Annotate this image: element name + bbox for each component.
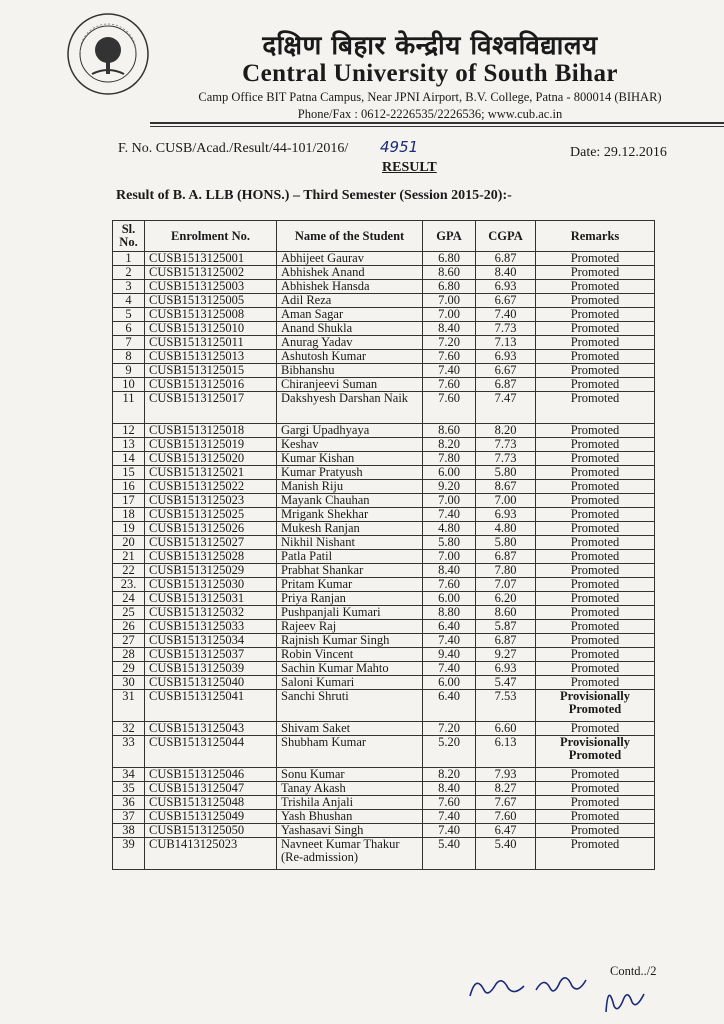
cell-name: Chiranjeevi Suman: [277, 378, 423, 392]
cell-remarks: Promoted: [536, 308, 655, 322]
cell-sl: 25: [113, 606, 145, 620]
cell-remarks: Promoted: [536, 494, 655, 508]
cell-gpa: 7.00: [423, 294, 476, 308]
english-university-title: Central University of South Bihar: [242, 60, 618, 87]
cell-cgpa: 6.93: [476, 350, 536, 364]
cell-remarks: Promoted: [536, 648, 655, 662]
cell-sl: 35: [113, 782, 145, 796]
cell-sl: 28: [113, 648, 145, 662]
cell-remarks: Promoted: [536, 676, 655, 690]
table-row: [113, 294, 655, 308]
cell-enrolment: CUSB1513125017: [145, 392, 277, 424]
col-header-sl: Sl. No.: [113, 221, 145, 252]
cell-sl: 38: [113, 824, 145, 838]
table-row: [113, 522, 655, 536]
table-row: [113, 606, 655, 620]
cell-name: Manish Riju: [277, 480, 423, 494]
cell-gpa: 8.20: [423, 438, 476, 452]
cell-enrolment: CUSB1513125034: [145, 634, 277, 648]
cell-gpa: 5.80: [423, 536, 476, 550]
cell-gpa: 7.60: [423, 796, 476, 810]
cell-remarks: Promoted: [536, 466, 655, 480]
cell-sl: 37: [113, 810, 145, 824]
cell-name: Adil Reza: [277, 294, 423, 308]
cell-gpa: 9.20: [423, 480, 476, 494]
table-row: [113, 810, 655, 824]
cell-sl: 10: [113, 378, 145, 392]
table-row: [113, 336, 655, 350]
table-row: [113, 564, 655, 578]
cell-cgpa: 7.40: [476, 308, 536, 322]
table-row: [113, 620, 655, 634]
table-row: [113, 592, 655, 606]
cell-name: Gargi Upadhyaya: [277, 424, 423, 438]
cell-sl: 32: [113, 722, 145, 736]
table-row: [113, 424, 655, 438]
cell-remarks: Promoted: [536, 606, 655, 620]
cell-remarks: Promoted: [536, 392, 655, 424]
cell-enrolment: CUSB1513125019: [145, 438, 277, 452]
table-row: [113, 662, 655, 676]
cell-enrolment: CUSB1513125029: [145, 564, 277, 578]
cell-name: Trishila Anjali: [277, 796, 423, 810]
table-row: [113, 508, 655, 522]
cell-name: Mukesh Ranjan: [277, 522, 423, 536]
cell-name: Kumar Pratyush: [277, 466, 423, 480]
cell-name: Saloni Kumari: [277, 676, 423, 690]
cell-gpa: 8.40: [423, 782, 476, 796]
cell-sl: 24: [113, 592, 145, 606]
cell-cgpa: 8.60: [476, 606, 536, 620]
cell-enrolment: CUSB1513125008: [145, 308, 277, 322]
cell-enrolment: CUSB1513125003: [145, 280, 277, 294]
cell-sl: 20: [113, 536, 145, 550]
cell-sl: 15: [113, 466, 145, 480]
signature-1: [462, 966, 532, 1006]
cell-remarks: Promoted: [536, 550, 655, 564]
cell-cgpa: 6.93: [476, 508, 536, 522]
cell-remarks: Promoted: [536, 592, 655, 606]
cell-sl: 31: [113, 690, 145, 722]
cell-name: Pushpanjali Kumari: [277, 606, 423, 620]
cell-remarks: Promoted: [536, 522, 655, 536]
cell-gpa: 8.60: [423, 266, 476, 280]
cell-remarks: Promoted: [536, 578, 655, 592]
table-row: [113, 722, 655, 736]
document-date: Date: 29.12.2016: [570, 145, 667, 160]
cell-name: Prabhat Shankar: [277, 564, 423, 578]
cell-sl: 39: [113, 838, 145, 870]
cell-cgpa: 6.13: [476, 736, 536, 768]
cell-name: Sanchi Shruti: [277, 690, 423, 722]
cell-gpa: 8.40: [423, 564, 476, 578]
table-row: [113, 550, 655, 564]
cell-enrolment: CUSB1513125018: [145, 424, 277, 438]
cell-enrolment: CUSB1513125040: [145, 676, 277, 690]
cell-gpa: 6.40: [423, 620, 476, 634]
cell-name: Yash Bhushan: [277, 810, 423, 824]
cell-name: Abhishek Anand: [277, 266, 423, 280]
table-row: [113, 536, 655, 550]
cell-sl: 34: [113, 768, 145, 782]
table-row: [113, 676, 655, 690]
cell-gpa: 7.00: [423, 308, 476, 322]
table-row: [113, 838, 655, 870]
cell-gpa: 8.20: [423, 768, 476, 782]
cell-name: Anand Shukla: [277, 322, 423, 336]
cell-cgpa: 8.67: [476, 480, 536, 494]
cell-remarks: Provisionally Promoted: [536, 736, 655, 768]
cell-cgpa: 6.60: [476, 722, 536, 736]
table-row: [113, 768, 655, 782]
cell-sl: 18: [113, 508, 145, 522]
table-row: [113, 648, 655, 662]
cell-sl: 6: [113, 322, 145, 336]
cell-enrolment: CUSB1513125027: [145, 536, 277, 550]
cell-remarks: Promoted: [536, 564, 655, 578]
cell-cgpa: 7.73: [476, 438, 536, 452]
table-row: [113, 824, 655, 838]
handwritten-dispatch-number: 4951: [380, 138, 419, 156]
cell-name: Abhijeet Gaurav: [277, 252, 423, 266]
cell-remarks: Promoted: [536, 480, 655, 494]
cell-name: Anurag Yadav: [277, 336, 423, 350]
cell-remarks: Promoted: [536, 294, 655, 308]
cell-remarks: Promoted: [536, 424, 655, 438]
cell-enrolment: CUSB1513125047: [145, 782, 277, 796]
table-row: [113, 782, 655, 796]
cell-gpa: 7.20: [423, 336, 476, 350]
cell-cgpa: 5.80: [476, 536, 536, 550]
cell-sl: 33: [113, 736, 145, 768]
cell-gpa: 8.80: [423, 606, 476, 620]
cell-cgpa: 7.13: [476, 336, 536, 350]
cell-remarks: Promoted: [536, 796, 655, 810]
cell-remarks: Promoted: [536, 322, 655, 336]
cell-name: Abhishek Hansda: [277, 280, 423, 294]
cell-sl: 21: [113, 550, 145, 564]
cell-sl: 19: [113, 522, 145, 536]
cell-sl: 26: [113, 620, 145, 634]
cell-gpa: 7.40: [423, 364, 476, 378]
cell-cgpa: 9.27: [476, 648, 536, 662]
cell-enrolment: CUSB1513125044: [145, 736, 277, 768]
cell-gpa: 7.00: [423, 550, 476, 564]
cell-remarks: Promoted: [536, 782, 655, 796]
cell-sl: 36: [113, 796, 145, 810]
cell-cgpa: 5.80: [476, 466, 536, 480]
cell-name: Sonu Kumar: [277, 768, 423, 782]
cell-enrolment: CUSB1513125030: [145, 578, 277, 592]
cell-gpa: 8.60: [423, 424, 476, 438]
table-row: [113, 350, 655, 364]
cell-enrolment: CUSB1513125011: [145, 336, 277, 350]
cell-remarks: Promoted: [536, 722, 655, 736]
cell-gpa: 6.80: [423, 280, 476, 294]
cell-cgpa: 7.73: [476, 322, 536, 336]
cell-cgpa: 6.87: [476, 252, 536, 266]
result-subtitle: Result of B. A. LLB (HONS.) – Third Semester (Session 2015-20):-: [116, 188, 512, 203]
cell-cgpa: 7.93: [476, 768, 536, 782]
cell-sl: 12: [113, 424, 145, 438]
cell-gpa: 9.40: [423, 648, 476, 662]
table-row: [113, 438, 655, 452]
cell-remarks: Promoted: [536, 336, 655, 350]
cell-name: Mrigank Shekhar: [277, 508, 423, 522]
cell-cgpa: 7.47: [476, 392, 536, 424]
cell-name: Sachin Kumar Mahto: [277, 662, 423, 676]
table-header-row: [113, 221, 655, 252]
cell-cgpa: 6.87: [476, 550, 536, 564]
table-row: [113, 736, 655, 768]
cell-remarks: Promoted: [536, 634, 655, 648]
cell-name: Keshav: [277, 438, 423, 452]
cell-gpa: 6.00: [423, 676, 476, 690]
cell-enrolment: CUSB1513125049: [145, 810, 277, 824]
signature-3: [598, 976, 650, 1020]
cell-enrolment: CUSB1513125041: [145, 690, 277, 722]
cell-enrolment: CUSB1513125025: [145, 508, 277, 522]
cell-sl: 27: [113, 634, 145, 648]
cell-gpa: 6.40: [423, 690, 476, 722]
table-row: [113, 466, 655, 480]
cell-sl: 11: [113, 392, 145, 424]
cell-cgpa: 6.20: [476, 592, 536, 606]
cell-sl: 14: [113, 452, 145, 466]
cell-sl: 2: [113, 266, 145, 280]
cell-gpa: 7.20: [423, 722, 476, 736]
cell-enrolment: CUSB1513125048: [145, 796, 277, 810]
cell-enrolment: CUSB1513125026: [145, 522, 277, 536]
cell-cgpa: 7.07: [476, 578, 536, 592]
cell-sl: 7: [113, 336, 145, 350]
cell-enrolment: CUSB1513125028: [145, 550, 277, 564]
cell-enrolment: CUSB1513125020: [145, 452, 277, 466]
cell-name: Patla Patil: [277, 550, 423, 564]
cell-cgpa: 6.47: [476, 824, 536, 838]
cell-enrolment: CUSB1513125021: [145, 466, 277, 480]
col-header-cgpa: CGPA: [476, 221, 536, 252]
university-logo: [66, 12, 150, 96]
cell-name: Bibhanshu: [277, 364, 423, 378]
cell-cgpa: 8.27: [476, 782, 536, 796]
table-row: [113, 378, 655, 392]
cell-cgpa: 5.87: [476, 620, 536, 634]
cell-gpa: 6.00: [423, 466, 476, 480]
cell-gpa: 5.40: [423, 838, 476, 870]
cell-enrolment: CUSB1513125033: [145, 620, 277, 634]
cell-remarks: Promoted: [536, 536, 655, 550]
cell-enrolment: CUSB1513125005: [145, 294, 277, 308]
col-header-remarks: Remarks: [536, 221, 655, 252]
cell-sl: 9: [113, 364, 145, 378]
cell-enrolment: CUSB1513125015: [145, 364, 277, 378]
cell-gpa: 4.80: [423, 522, 476, 536]
table-row: [113, 392, 655, 424]
cell-sl: 22: [113, 564, 145, 578]
cell-gpa: 7.60: [423, 350, 476, 364]
cell-cgpa: 7.80: [476, 564, 536, 578]
signature-2: [530, 966, 590, 1002]
cell-cgpa: 5.47: [476, 676, 536, 690]
table-row: [113, 280, 655, 294]
cell-enrolment: CUSB1513125013: [145, 350, 277, 364]
table-row: [113, 690, 655, 722]
continued-note: Contd../2: [610, 964, 657, 978]
cell-remarks: Promoted: [536, 452, 655, 466]
cell-sl: 16: [113, 480, 145, 494]
table-row: [113, 796, 655, 810]
cell-name: Navneet Kumar Thakur (Re-admission): [277, 838, 423, 870]
cell-remarks: Promoted: [536, 662, 655, 676]
col-header-name: Name of the Student: [277, 221, 423, 252]
cell-enrolment: CUSB1513125043: [145, 722, 277, 736]
cell-gpa: 7.40: [423, 508, 476, 522]
cell-gpa: 7.00: [423, 494, 476, 508]
cell-name: Tanay Akash: [277, 782, 423, 796]
cell-enrolment: CUSB1513125022: [145, 480, 277, 494]
table-row: [113, 266, 655, 280]
cell-remarks: Promoted: [536, 350, 655, 364]
cell-remarks: Promoted: [536, 378, 655, 392]
cell-sl: 1: [113, 252, 145, 266]
cell-gpa: 7.60: [423, 378, 476, 392]
cell-remarks: Promoted: [536, 620, 655, 634]
cell-enrolment: CUSB1513125031: [145, 592, 277, 606]
table-row: [113, 634, 655, 648]
cell-remarks: Promoted: [536, 768, 655, 782]
cell-sl: 4: [113, 294, 145, 308]
cell-cgpa: 7.00: [476, 494, 536, 508]
cell-name: Priya Ranjan: [277, 592, 423, 606]
cell-sl: 30: [113, 676, 145, 690]
cell-gpa: 7.60: [423, 578, 476, 592]
cell-cgpa: 8.20: [476, 424, 536, 438]
cell-cgpa: 4.80: [476, 522, 536, 536]
table-row: [113, 452, 655, 466]
cell-cgpa: 7.60: [476, 810, 536, 824]
cell-enrolment: CUSB1513125037: [145, 648, 277, 662]
cell-enrolment: CUSB1513125032: [145, 606, 277, 620]
header-rule: [150, 122, 724, 124]
cell-gpa: 7.40: [423, 634, 476, 648]
cell-sl: 23.: [113, 578, 145, 592]
cell-cgpa: 7.53: [476, 690, 536, 722]
cell-cgpa: 7.67: [476, 796, 536, 810]
result-heading: RESULT: [382, 160, 437, 175]
cell-cgpa: 8.40: [476, 266, 536, 280]
cell-sl: 5: [113, 308, 145, 322]
cell-remarks: Promoted: [536, 824, 655, 838]
cell-name: Robin Vincent: [277, 648, 423, 662]
cell-gpa: 7.40: [423, 662, 476, 676]
cell-gpa: 7.60: [423, 392, 476, 424]
cell-cgpa: 6.93: [476, 662, 536, 676]
cell-name: Nikhil Nishant: [277, 536, 423, 550]
file-number: F. No. CUSB/Acad./Result/44-101/2016/: [118, 141, 349, 156]
cell-name: Mayank Chauhan: [277, 494, 423, 508]
cell-gpa: 7.40: [423, 810, 476, 824]
cell-enrolment: CUSB1513125039: [145, 662, 277, 676]
cell-sl: 8: [113, 350, 145, 364]
cell-name: Shubham Kumar: [277, 736, 423, 768]
cell-sl: 13: [113, 438, 145, 452]
cell-enrolment: CUSB1513125023: [145, 494, 277, 508]
col-header-enrolment: Enrolment No.: [145, 221, 277, 252]
cell-remarks: Provisionally Promoted: [536, 690, 655, 722]
cell-enrolment: CUSB1513125001: [145, 252, 277, 266]
table-row: [113, 364, 655, 378]
cell-enrolment: CUSB1513125016: [145, 378, 277, 392]
col-header-gpa: GPA: [423, 221, 476, 252]
result-table: [112, 220, 655, 870]
cell-remarks: Promoted: [536, 838, 655, 870]
cell-remarks: Promoted: [536, 508, 655, 522]
cell-enrolment: CUB1413125023: [145, 838, 277, 870]
cell-cgpa: 7.73: [476, 452, 536, 466]
cell-remarks: Promoted: [536, 252, 655, 266]
address-line: Camp Office BIT Patna Campus, Near JPNI Airport, B.V. College, Patna - 800014 (BIHAR): [198, 90, 662, 104]
cell-sl: 29: [113, 662, 145, 676]
cell-gpa: 5.20: [423, 736, 476, 768]
cell-gpa: 7.40: [423, 824, 476, 838]
cell-remarks: Promoted: [536, 364, 655, 378]
cell-name: Kumar Kishan: [277, 452, 423, 466]
cell-cgpa: 6.67: [476, 364, 536, 378]
table-row: [113, 252, 655, 266]
cell-enrolment: CUSB1513125002: [145, 266, 277, 280]
cell-name: Dakshyesh Darshan Naik: [277, 392, 423, 424]
cell-cgpa: 6.67: [476, 294, 536, 308]
cell-sl: 3: [113, 280, 145, 294]
cell-name: Aman Sagar: [277, 308, 423, 322]
cell-cgpa: 6.87: [476, 378, 536, 392]
cell-gpa: 7.80: [423, 452, 476, 466]
cell-remarks: Promoted: [536, 266, 655, 280]
cell-remarks: Promoted: [536, 280, 655, 294]
cell-name: Rajnish Kumar Singh: [277, 634, 423, 648]
table-row: [113, 480, 655, 494]
cell-cgpa: 6.93: [476, 280, 536, 294]
table-row: [113, 494, 655, 508]
cell-gpa: 6.80: [423, 252, 476, 266]
cell-name: Yashasavi Singh: [277, 824, 423, 838]
cell-remarks: Promoted: [536, 810, 655, 824]
cell-name: Shivam Saket: [277, 722, 423, 736]
cell-name: Ashutosh Kumar: [277, 350, 423, 364]
cell-enrolment: CUSB1513125010: [145, 322, 277, 336]
cell-gpa: 6.00: [423, 592, 476, 606]
cell-name: Pritam Kumar: [277, 578, 423, 592]
table-row: [113, 308, 655, 322]
hindi-university-title: दक्षिण बिहार केन्द्रीय विश्वविद्यालय: [262, 31, 598, 61]
cell-gpa: 8.40: [423, 322, 476, 336]
header-rule-thin: [150, 126, 724, 127]
table-row: [113, 322, 655, 336]
cell-enrolment: CUSB1513125046: [145, 768, 277, 782]
contact-line: Phone/Fax : 0612-2226535/2226536; www.cub.ac.in: [297, 107, 563, 121]
cell-sl: 17: [113, 494, 145, 508]
cell-name: Rajeev Raj: [277, 620, 423, 634]
cell-enrolment: CUSB1513125050: [145, 824, 277, 838]
cell-cgpa: 5.40: [476, 838, 536, 870]
cell-cgpa: 6.87: [476, 634, 536, 648]
table-row: [113, 578, 655, 592]
cell-remarks: Promoted: [536, 438, 655, 452]
